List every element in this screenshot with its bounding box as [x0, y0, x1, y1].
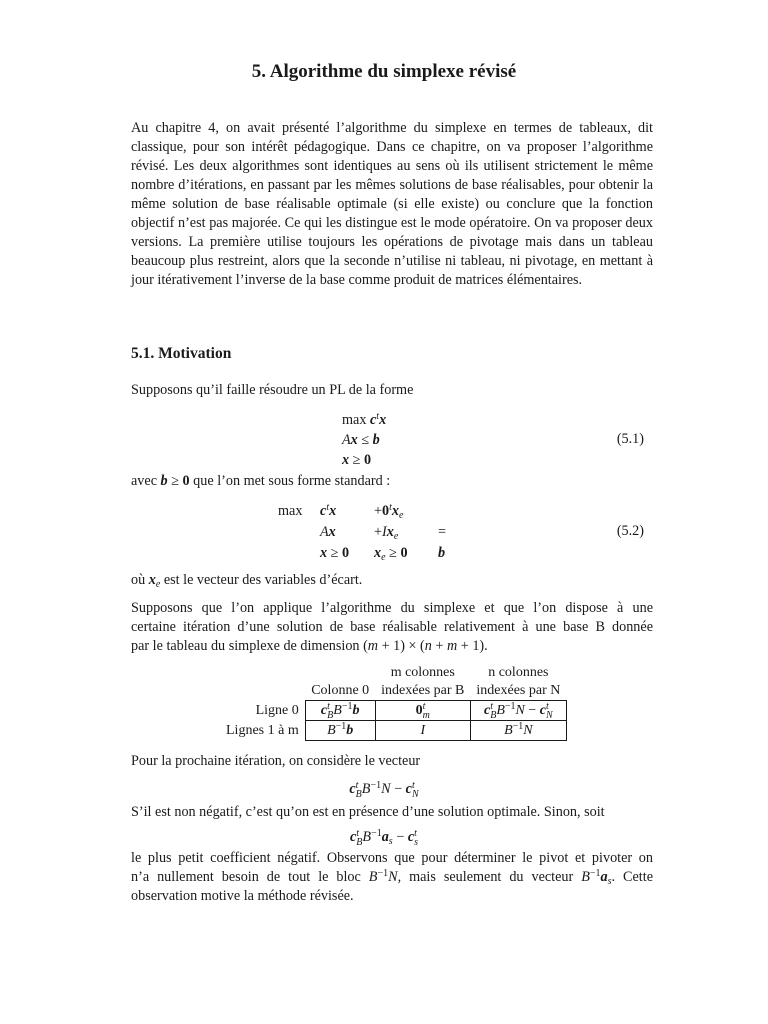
intro-paragraph: Au chapitre 4, on avait présenté l’algorithme du simplexe en termes de tableaux, dit classique, pour son intérêt pédagogique. Dans ce chapitre, on va proposer l’algorithme révisé. Les deux algorithmes sont identiques au sens où ils utilisent strictement le même nombre d’itérations, en passant par les mêmes solutions de base réalisables, pour obtenir la même solution de base réalisable optimale (si elle existe) ou conclure que la fonction objectif n’est pas majorée. Ce qui les distingue est le mode opératoire. On va proposer deux versions. La première utilise toujours les opérations de pivotage mais dans un tableau beaucoup plus restreint, alors que la seconde n’utilise ni tableau, ni pivotage, en mettant à jour itérativement l’inverse de la base comme produit de matrices élémentaires.	[131, 120, 653, 288]
next-iteration-text: Pour la prochaine itération, on considère le vecteur	[131, 753, 421, 769]
section-title: 5.1. Motivation	[131, 345, 232, 362]
chapter-title: 5. Algorithme du simplexe révisé	[251, 61, 517, 82]
equation-5-1: $\max c^tx$ Ax ≤ b x ≥ 0	[342, 411, 387, 468]
cell-row0-m: 0 t m	[375, 701, 470, 721]
row-0-label: Ligne 0	[255, 702, 299, 718]
cell-row0-col0: c t B $B^{-1}b$	[305, 701, 375, 721]
header-column-0: Colonne 0	[311, 683, 370, 698]
ou-text: où $x_e$ est le vecteur des variables d’écart.	[131, 572, 363, 590]
header-m-columns: m colonnes indexées par B	[381, 665, 465, 698]
reduced-cost-vector: c t B $B^{-1}N - c$ t N	[349, 780, 419, 800]
row-1-label: Lignes 1 à m	[226, 722, 299, 738]
cell-row0-n: c t B $B^{-1}N - c$ t N	[470, 701, 566, 721]
avec-text: avec b ≥ 0 que l’on met sous forme standard :	[131, 473, 391, 489]
equation-number-5-2: (5.2)	[616, 523, 644, 539]
cell-row1-n: $B^{-1}N$	[470, 721, 566, 741]
header-n-columns: n colonnes indexées par N	[476, 665, 561, 698]
equation-number-5-1: (5.1)	[616, 431, 644, 447]
cell-row1-col0: $B^{-1}b$	[305, 721, 375, 741]
apply-paragraph: Supposons que l’on applique l’algorithme du simplexe et que l’on dispose à une certaine itération d’une solution de base réalisable relativement à une base B donnée par le tableau du simplexe de dimension (m + 1) × (n + m + 1).	[131, 600, 653, 654]
simplex-table	[220, 664, 567, 741]
reduced-cost-s: c t B $B^{-1}a_s - c$ t s	[349, 828, 419, 848]
suppose-pl-text: Supposons qu’il faille résoudre un PL de la forme	[131, 382, 414, 398]
max-keyword: max	[342, 412, 367, 428]
final-paragraph: le plus petit coefficient négatif. Observons que pour déterminer le pivot et pivoter on n’a nullement besoin de tout le bloc $B^{-1}N$, mais seulement du vecteur $B^{-1}a_s$. Cette observation motive la méthode révisée.	[131, 850, 653, 904]
cell-row1-m: I	[375, 721, 470, 741]
non-negative-text: S’il est non négatif, c’est qu’on est en présence d’une solution optimale. Sinon, soit	[131, 804, 605, 820]
